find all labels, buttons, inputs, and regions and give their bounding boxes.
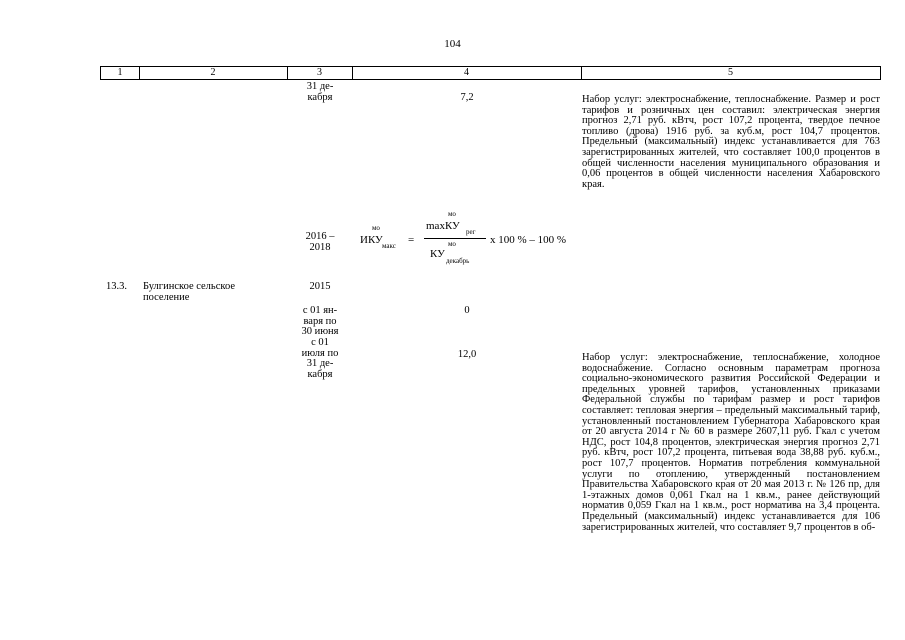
row2-period: 2016 – 2018 [305,231,335,253]
row1-period: 31 де- кабря [306,81,334,103]
formula-num-sup: мо [448,210,456,218]
header-col-2: 2 [139,67,288,79]
row3-value-a: 0 [464,305,470,316]
header-col-4: 4 [352,67,582,79]
formula-fraction-bar [424,238,486,239]
row3-value-b: 12,0 [457,349,477,360]
header-col-3: 3 [287,67,353,79]
formula-den-sup: мо [448,240,456,248]
row3-year: 2015 [309,281,331,292]
row3-number: 13.3. [106,281,127,292]
row3-description: Набор услуг: электроснабжение, теплоснабжение, холодное водоснабжение. Согласно основным параметрам прогноза социально-экономического развития Российской Федерации и предельных уровней тарифов, установленных приказами Федеральной службы по тарифам размер и рост тарифов составляет: тепловая энергия – предельный максимальный тариф, установленный постановлением Губернатора Хабаровского края от 20 августа 2014 г № 60 в размере 2607,11 руб. Гкал с учетом НДС, рост 104,8 процентов, электрическая энергия прогноз 2,71 руб. кВтч, рост 107,2 процента, питьевая вода 38,88 руб. куб.м., рост 107,7 процентов. Норматив потребления коммунальной услуги по отоплению, утвержденный постановлением Правительства Хабаровского края от 20 мая 2013 г. № 126 пр, для 1-этажных домов 0,061 Гкал на 1 кв.м., ранее действующий норматив 0,059 Гкал на 1 кв.м., рост норматива на 3,4 процента. Предельный (максимальный) индекс устанавливается для 106 зарегистрированных жителей, что составляет 9,7 процентов в об- [582,352,880,533]
index-formula [360,210,580,268]
formula-numerator: maxКУ [426,220,460,232]
row1-description: Набор услуг: электроснабжение, теплоснабжение. Размер и рост тарифов и розничных цен составил: электрическая энергия прогноз 2,71 руб. кВтч, рост 107,2 процента, твердое печное топливо (дрова) 1916 руб. за куб.м, рост 104,7 процентов. Предельный (максимальный) индекс устанавливается для 763 зарегистрированных жителей, что составляет 100,0 процентов в общей численности населения муниципального образования и 0,06 процентов в общей численности населения Хабаровского края. [582,94,880,190]
table-header [100,66,881,80]
header-col-1: 1 [101,67,140,79]
formula-lhs-sup: мо [372,224,380,232]
formula-tail: х 100 % – 100 % [490,234,567,246]
row3-settlement-name: Булгинское сельское поселение [143,281,235,303]
formula-lhs: ИКУ [360,234,383,246]
row3-period-b: с 01 июля по 31 де- кабря [301,337,339,380]
formula-lhs-sub: макс [382,242,396,250]
formula-equals: = [408,234,415,246]
header-col-5: 5 [728,67,733,78]
row3-period-a: с 01 ян- варя по 30 июня [301,305,339,338]
formula-denominator: КУ [430,248,445,260]
row1-value: 7,2 [460,92,474,103]
formula-num-sub: рег [466,228,476,236]
page-number: 104 [444,38,461,50]
formula-den-sub: декабрь [446,257,470,265]
